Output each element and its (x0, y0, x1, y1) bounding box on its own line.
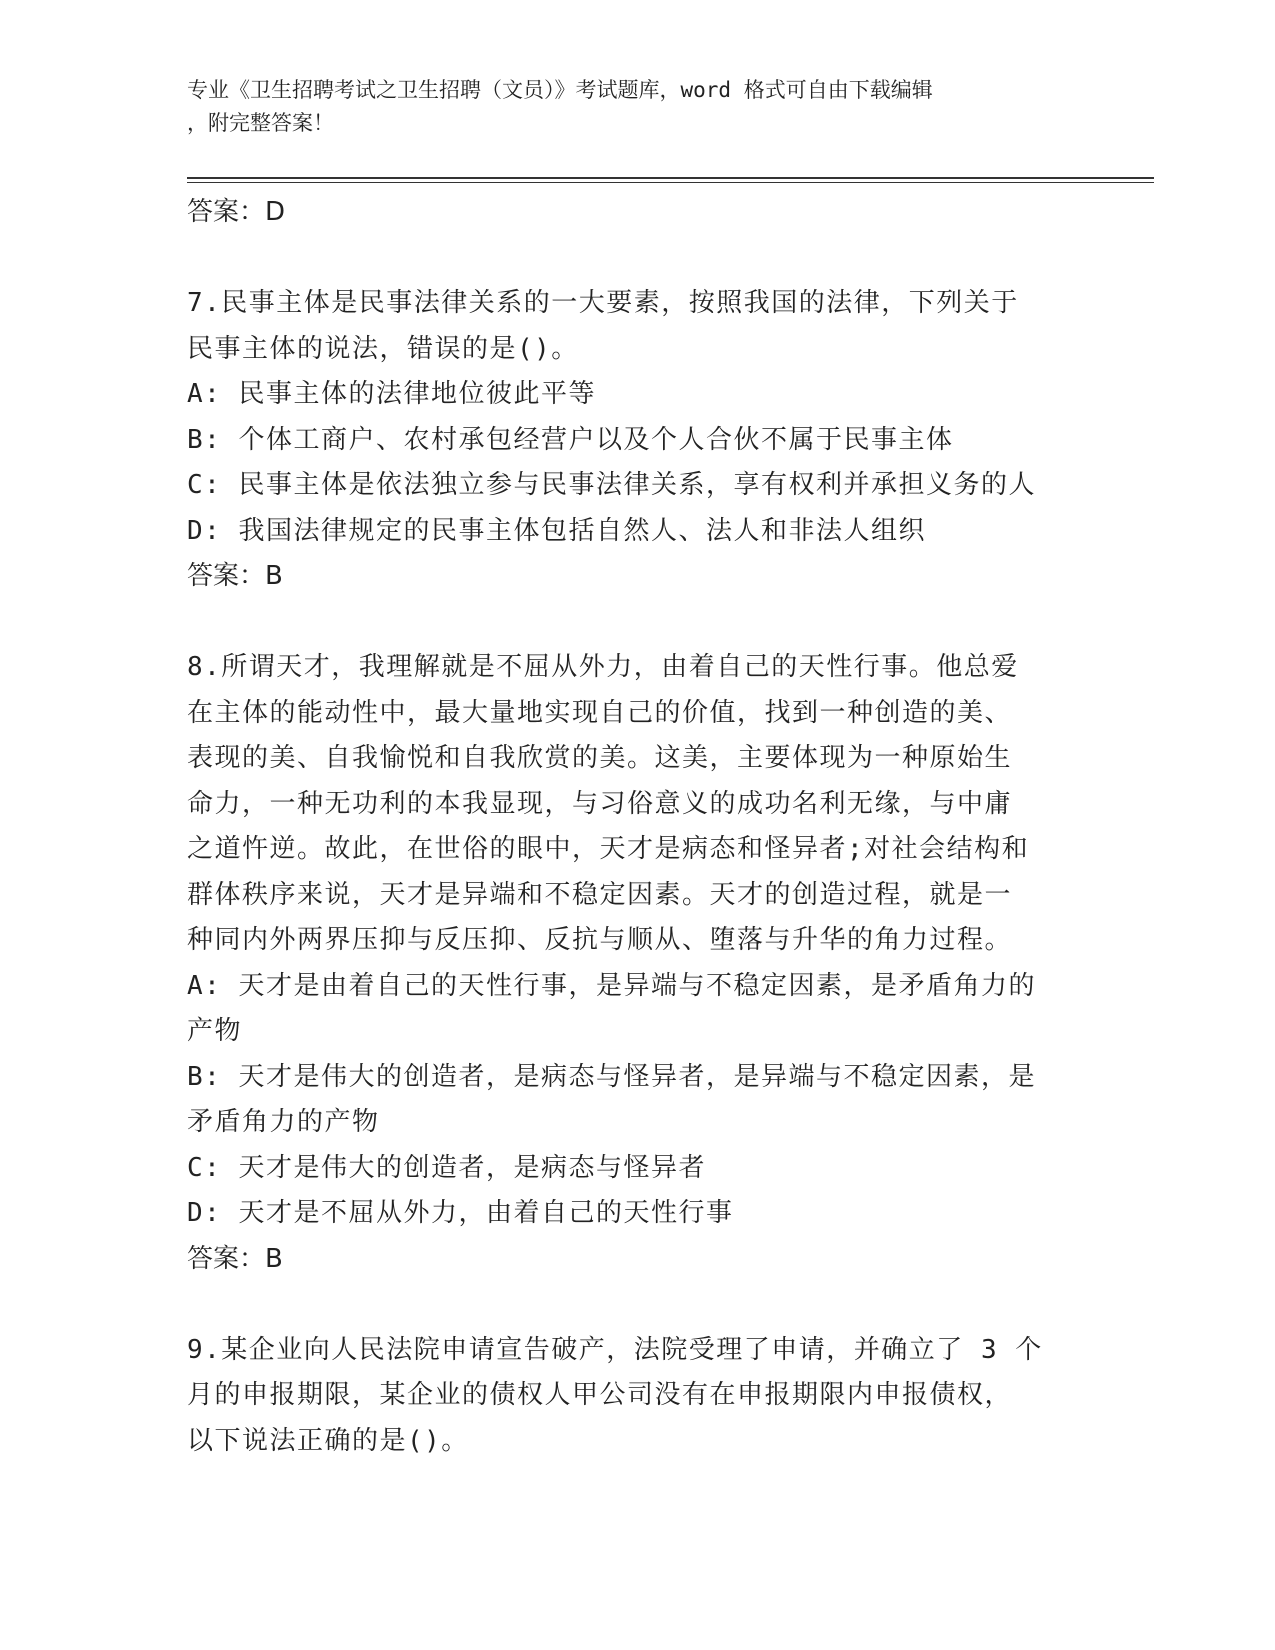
question-9-stem-line: 以下说法正确的是()。 (187, 1425, 469, 1456)
header-line-1: 专业《卫生招聘考试之卫生招聘（文员）》考试题库，word 格式可自由下载编辑 (187, 78, 933, 102)
question-8-option-a-cont: 产物 (187, 1016, 243, 1046)
question-8-answer: 答案：B (187, 1243, 283, 1274)
question-8-stem-line: 种同内外两界压抑与反压抑、反抗与顺从、堕落与升华的角力过程。 (187, 925, 1013, 955)
question-8-stem-line: 8.所谓天才，我理解就是不屈从外力，由着自己的天性行事。他总爱 (187, 652, 1019, 682)
question-7-option-b: B: 个体工商户、农村承包经营户以及个人合伙不属于民事主体 (187, 424, 954, 455)
question-7-stem-line: 民事主体的说法，错误的是()。 (187, 333, 579, 364)
header-rule-thin (187, 182, 1154, 183)
question-9 (187, 1328, 1087, 1465)
page-header (187, 74, 1067, 140)
question-8-option-a: A: 天才是由着自己的天性行事，是异端与不稳定因素，是矛盾角力的 (187, 970, 1036, 1001)
answer-previous: 答案：D (187, 197, 286, 227)
question-9-stem-line: 9.某企业向人民法院申请宣告破产，法院受理了申请，并确立了 3 个 (187, 1334, 1043, 1365)
question-7-option-c: C: 民事主体是依法独立参与民事法律关系，享有权利并承担义务的人 (187, 470, 1036, 500)
question-8-stem-line: 命力，一种无功利的本我显现，与习俗意义的成功名利无缘，与中庸 (187, 788, 1013, 819)
question-8-stem-line: 群体秩序来说，天才是异端和不稳定因素。天才的创造过程，就是一 (187, 879, 1013, 910)
question-7-option-a: A: 民事主体的法律地位彼此平等 (187, 379, 596, 409)
question-7-option-d: D: 我国法律规定的民事主体包括自然人、法人和非法人组织 (187, 515, 926, 546)
spacer (187, 1282, 1087, 1328)
question-8-stem-line: 在主体的能动性中，最大量地实现自己的价值，找到一种创造的美、 (187, 697, 1013, 728)
question-8-stem-line: 之道忤逆。故此，在世俗的眼中，天才是病态和怪异者;对社会结构和 (187, 834, 1030, 864)
question-8-option-d: D: 天才是不屈从外力，由着自己的天性行事 (187, 1198, 734, 1228)
question-7-stem-line: 7.民事主体是民事法律关系的一大要素，按照我国的法律，下列关于 (187, 288, 1019, 318)
question-8-option-b-cont: 矛盾角力的产物 (187, 1107, 380, 1137)
question-9-stem-line: 月的申报期限，某企业的债权人甲公司没有在申报期限内申报债权， (187, 1380, 1013, 1410)
spacer (187, 236, 1087, 282)
question-8-option-b: B: 天才是伟大的创造者，是病态与怪异者，是异端与不稳定因素，是 (187, 1061, 1036, 1092)
header-rule-thick (187, 177, 1154, 179)
question-8-option-c: C: 天才是伟大的创造者，是病态与怪异者 (187, 1152, 706, 1183)
question-8-stem-line: 表现的美、自我愉悦和自我欣赏的美。这美，主要体现为一种原始生 (187, 743, 1013, 773)
spacer (187, 600, 1087, 646)
question-8 (187, 645, 1087, 1282)
question-7-answer: 答案：B (187, 561, 283, 591)
question-content (187, 190, 1087, 1464)
header-line-2: ，附完整答案！ (187, 111, 334, 135)
question-7 (187, 281, 1087, 600)
